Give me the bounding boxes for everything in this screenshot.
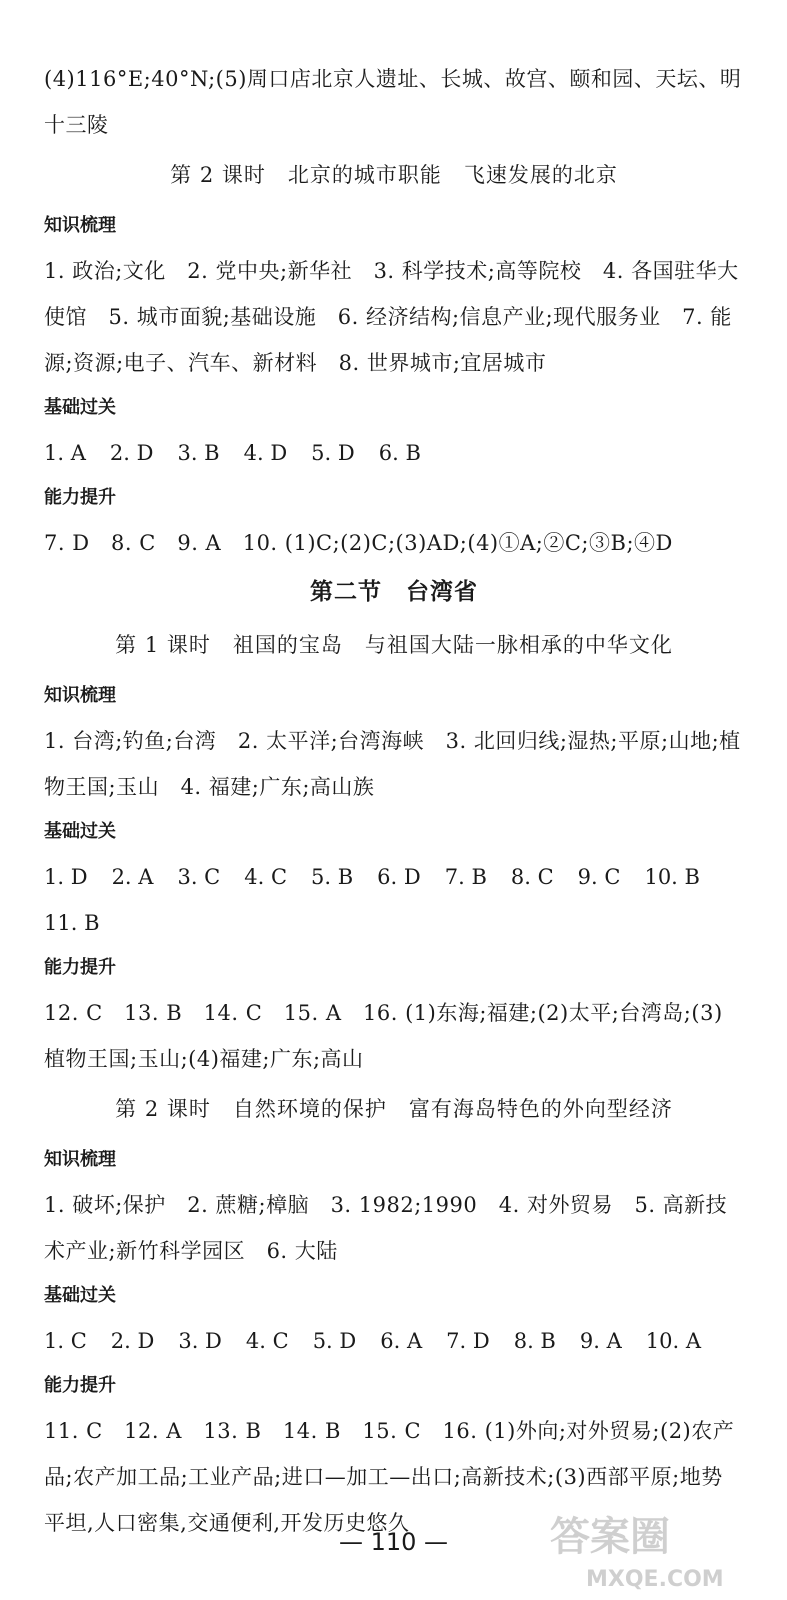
answer-item: 1. D (44, 865, 88, 889)
answer-item: 11. B (44, 911, 100, 935)
answer-item: 6. A (380, 1329, 423, 1353)
knowledge-answers: 1. 台湾;钓鱼;台湾 2. 太平洋;台湾海峡 3. 北回归线;湿热;平原;山地;植物王国;玉山 4. 福建;广东;高山族 (44, 729, 741, 799)
basic-answers (44, 854, 744, 946)
answer-item: 10. A (645, 1329, 701, 1353)
answer-item: 9. C (577, 865, 621, 889)
ability-answers: 7. D 8. C 9. A 10. (1)C;(2)C;(3)AD;(4)①A;②C;③B;④D (44, 531, 673, 555)
answer-item: 3. C (177, 865, 221, 889)
answer-item: 1. C (44, 1329, 87, 1353)
watermark-url: MXQE.COM (586, 1567, 724, 1592)
answer-item: 7. D (446, 1329, 490, 1353)
answer-item: 5. D (312, 1329, 357, 1353)
knowledge-answers: 1. 破坏;保护 2. 蔗糖;樟脑 3. 1982;1990 4. 对外贸易 5. 高新技术产业;新竹科学园区 6. 大陆 (44, 1193, 728, 1263)
lesson-title: 第 2 课时 北京的城市职能 飞速发展的北京 (170, 163, 618, 187)
answer-item: 9. A (579, 1329, 622, 1353)
page-number: — 110 — (338, 1528, 449, 1556)
answer-item: 4. C (245, 1329, 289, 1353)
answer-item: 4. D (243, 441, 288, 465)
ability-answers: 11. C 12. A 13. B 14. B 15. C 16. (1)外向;对外贸易;(2)农产品;农产加工品;工业产品;进口—加工—出口;高新技术;(3)西部平原;地势平坦,人口密集,交通便利,开发历史悠久 (44, 1419, 735, 1535)
answer-item: 1. A (44, 441, 86, 465)
heading-basic: 基础过关 (44, 821, 116, 842)
heading-ability: 能力提升 (44, 487, 116, 508)
lesson-title: 第 1 课时 祖国的宝岛 与祖国大陆一脉相承的中华文化 (115, 633, 673, 657)
answer-item: 2. A (111, 865, 154, 889)
knowledge-answers: 1. 政治;文化 2. 党中央;新华社 3. 科学技术;高等院校 4. 各国驻华大使馆 5. 城市面貌;基础设施 6. 经济结构;信息产业;现代服务业 7. 能源;资源;电子、汽车、新材料 8. 世界城市;宜居城市 (44, 259, 739, 375)
answer-page (44, 56, 744, 1546)
answer-item: 8. C (510, 865, 554, 889)
section-title: 第二节 台湾省 (310, 579, 478, 605)
ability-answers: 12. C 13. B 14. C 15. A 16. (1)东海;福建;(2)太平;台湾岛;(3)植物王国;玉山;(4)福建;广东;高山 (44, 1001, 723, 1071)
answer-item: 6. D (377, 865, 421, 889)
lesson-title: 第 2 课时 自然环境的保护 富有海岛特色的外向型经济 (115, 1097, 673, 1121)
heading-knowledge: 知识梳理 (44, 1149, 116, 1170)
heading-ability: 能力提升 (44, 957, 116, 978)
answer-item: 8. B (513, 1329, 556, 1353)
heading-knowledge: 知识梳理 (44, 215, 116, 236)
basic-answers (44, 430, 744, 476)
heading-basic: 基础过关 (44, 1285, 116, 1306)
watermark-title: 答案圈 (550, 1514, 670, 1560)
heading-basic: 基础过关 (44, 397, 116, 418)
answer-item: 2. D (110, 1329, 155, 1353)
answer-item: 7. B (444, 865, 487, 889)
heading-ability: 能力提升 (44, 1375, 116, 1396)
answer-item: 5. D (311, 441, 355, 465)
watermark-logo (542, 1500, 782, 1595)
answer-item: 4. C (244, 865, 288, 889)
answer-item: 3. B (177, 441, 220, 465)
answer-item: 6. B (378, 441, 421, 465)
answer-line: (4)116°E;40°N;(5)周口店北京人遗址、长城、故宫、颐和园、天坛、明十三陵 (44, 67, 742, 137)
answer-item: 5. B (311, 865, 354, 889)
answer-item: 10. B (644, 865, 700, 889)
answer-item: 2. D (109, 441, 154, 465)
answer-item: 3. D (178, 1329, 222, 1353)
heading-knowledge: 知识梳理 (44, 685, 116, 706)
basic-answers (44, 1318, 744, 1364)
